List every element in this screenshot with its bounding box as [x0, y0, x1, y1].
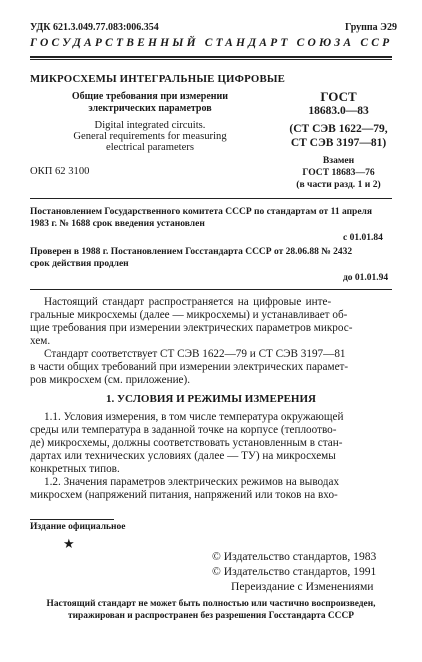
intro-p1-line1: Настоящий стандарт распространяется на цифровые инте-: [44, 296, 332, 308]
checked-line2: срок действия продлен: [30, 259, 129, 269]
star-symbol: ★: [63, 536, 75, 551]
header-rule-thick: [30, 56, 392, 58]
p11-line1: 1.1. Условия измерения, в том числе температура окружающей: [44, 411, 344, 423]
okp-code: ОКП 62 3100: [30, 166, 90, 177]
replaces-gost: ГОСТ 18683—76: [302, 167, 375, 178]
effective-date: с 01.01.84: [343, 233, 383, 243]
intro-p2-line1: Стандарт соответствует СТ СЭВ 1622—79 и СТ СЭВ 3197—81: [44, 348, 346, 360]
title-en-line3: electrical parameters: [106, 142, 194, 153]
copyright-1991: © Издательство стандартов, 1991: [212, 565, 377, 578]
group-code: Группа Э29: [345, 22, 397, 33]
p11-line2: среды или температура в заданной точке на корпусе (теплоотво-: [30, 424, 337, 436]
official-edition: Издание официальное: [30, 522, 126, 532]
footer-rule: [30, 519, 114, 520]
p11-line3: де) микросхемы, должны соответствовать установленным в стан-: [30, 437, 343, 449]
header-rule-thin: [30, 59, 392, 60]
copyright-1983: © Издательство стандартов, 1983: [212, 550, 377, 563]
subtitle-ru-line1: Общие требования при измерении: [71, 91, 229, 102]
intro-p1-line3: щие требования при измерении электрических параметров микрос-: [30, 322, 353, 334]
p12-line1: 1.2. Значения параметров электрических режимов на выводах: [44, 476, 340, 488]
standard-title-ru: МИКРОСХЕМЫ ИНТЕГРАЛЬНЫЕ ЦИФРОВЫЕ: [30, 73, 286, 85]
gost-number: 18683.0—83: [308, 105, 369, 117]
st-sev-line1: (СТ СЭВ 1622—79,: [289, 123, 388, 135]
decree-line1: Постановлением Государственного комитета СССР по стандартам от 11 апреля: [30, 207, 373, 217]
p11-line4: дартах или технических условиях (далее — ТУ) на микросхемы: [30, 450, 336, 462]
replaces-label: Взамен: [322, 155, 355, 166]
intro-p2-line3: ров микросхем (см. приложение).: [30, 374, 191, 386]
decree-rule: [30, 289, 392, 290]
st-sev-line2: СТ СЭВ 3197—81): [290, 137, 387, 149]
reprint-note: Переиздание с Изменениями: [231, 580, 374, 593]
title-en-line2: General requirements for measuring: [73, 131, 227, 142]
intro-p1-line2: гральные микросхемы (далее — микросхемы) и устанавливает об-: [30, 309, 348, 321]
title-block-rule: [30, 198, 392, 199]
intro-p2-line2: в части общих требований при измерении электрических парамет-: [30, 361, 349, 373]
subtitle-ru-line2: электрических параметров: [88, 103, 212, 114]
udk-code: УДК 621.3.049.77.083:006.354: [30, 22, 159, 33]
intro-p1-line4: хем.: [30, 335, 51, 347]
p12-line2: микросхем (напряжений питания, напряжений или токов на вхо-: [30, 489, 338, 501]
expiry-date: до 01.01.94: [343, 273, 389, 283]
title-en-line1: Digital integrated circuits.: [94, 120, 206, 131]
replaces-note: (в части разд. 1 и 2): [296, 179, 381, 190]
gost-label: ГОСТ: [320, 89, 357, 104]
checked-line1: Проверен в 1988 г. Постановлением Госстандарта СССР от 28.06.88 № 2432: [30, 247, 353, 257]
decree-line2: 1983 г. № 1688 срок введения установлен: [30, 219, 205, 229]
p11-line5: конкретных типов.: [30, 463, 120, 475]
reproduction-notice-line2: тиражирован и распространен без разрешения Госстандарта СССР: [68, 611, 354, 621]
section-heading: 1. УСЛОВИЯ И РЕЖИМЫ ИЗМЕРЕНИЯ: [105, 393, 316, 405]
reproduction-notice-line1: Настоящий стандарт не может быть полностью или частично воспроизведен,: [46, 599, 376, 609]
state-standard-title: ГОСУДАРСТВЕННЫЙ СТАНДАРТ СОЮЗА ССР: [30, 37, 393, 49]
